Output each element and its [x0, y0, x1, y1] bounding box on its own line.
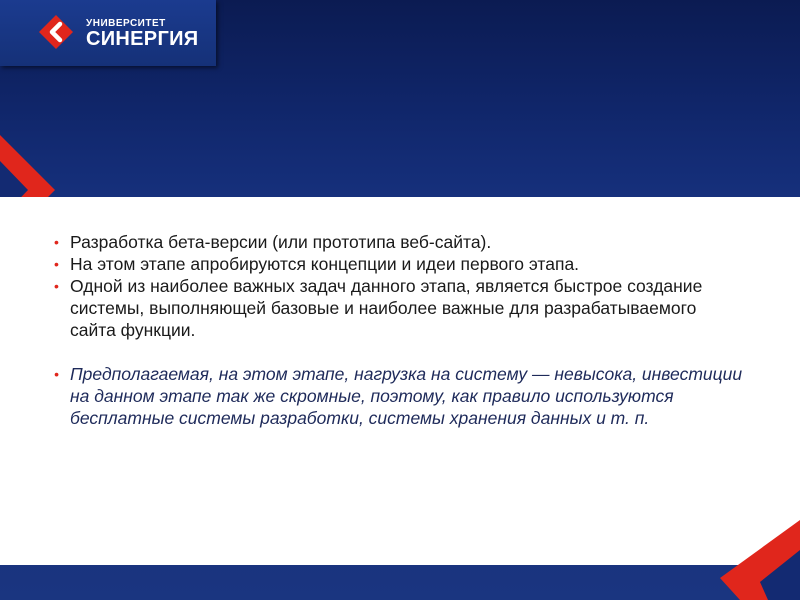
- bullet-text: Одной из наиболее важных задач данного этапа, является быстрое создание системы, выполняющей базовые и наиболее важные для разрабатываемого сайта функции.: [70, 276, 703, 340]
- content-panel: [0, 197, 800, 565]
- bullet-marker: •: [54, 278, 59, 294]
- bullet-item: [54, 275, 744, 341]
- bullet-marker: •: [54, 256, 59, 272]
- bullet-marker: •: [54, 234, 59, 250]
- bullet-item: [54, 363, 744, 429]
- bullet-item: [54, 253, 744, 275]
- bullet-item: [54, 231, 744, 253]
- bullet-text: Разработка бета-версии (или прототипа веб-сайта).: [70, 232, 492, 252]
- bullet-list: [54, 231, 744, 429]
- bullet-text: На этом этапе апробируются концепции и идеи первого этапа.: [70, 254, 580, 274]
- university-logo: [0, 0, 216, 66]
- bullet-marker: •: [54, 366, 59, 382]
- spacer: [54, 341, 744, 363]
- synergy-logo-icon: [38, 14, 74, 50]
- decorative-chevron-right: [700, 520, 800, 600]
- logo-line1: УНИВЕРСИТЕТ: [86, 18, 166, 29]
- logo-line2: СИНЕРГИЯ: [86, 28, 199, 50]
- bullet-text: Предполагаемая, на этом этапе, нагрузка на систему — невысока, инвестиции на данном этапе так же скромные, поэтому, как правило используются бесплатные системы разработки, системы хранения данных и т. п.: [70, 364, 743, 428]
